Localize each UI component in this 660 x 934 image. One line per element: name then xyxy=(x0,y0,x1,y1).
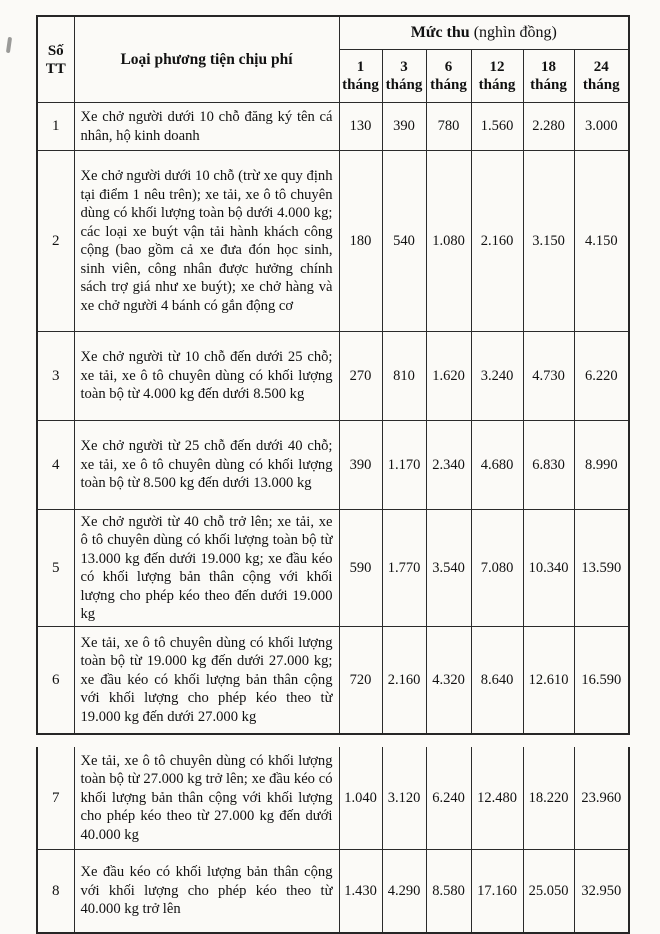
scan-artifact xyxy=(6,37,12,53)
fee-value: 32.950 xyxy=(574,850,629,934)
fee-value: 1.430 xyxy=(339,850,382,934)
fee-value: 6.830 xyxy=(523,421,574,510)
table-row xyxy=(37,332,629,421)
period-unit: tháng xyxy=(385,77,423,93)
vehicle-description: Xe chở người dưới 10 chỗ đăng ký tên cá nhân, hộ kinh doanh xyxy=(74,103,339,151)
vehicle-description: Xe chở người dưới 10 chỗ (trừ xe quy định tại điểm 1 nêu trên); xe tải, xe ô tô chuyên dùng có khối lượng toàn bộ dưới 4.000 kg; các loại xe buýt vận tải hành khách công cộng (bao gồm cả xe đưa đón học sinh, sinh viên, công nhân được hưởng chính sách trợ giá như xe buýt); xe chở hàng và xe chở người 4 bánh có gắn động cơ xyxy=(74,151,339,332)
table-row xyxy=(37,510,629,627)
period-number: 18 xyxy=(541,59,556,75)
fee-value: 3.150 xyxy=(523,151,574,332)
table-row xyxy=(37,421,629,510)
fee-value: 8.990 xyxy=(574,421,629,510)
header-period-24 xyxy=(574,50,629,103)
fee-value: 6.240 xyxy=(426,747,471,850)
scanned-document-page xyxy=(0,15,660,918)
fee-value: 780 xyxy=(426,103,471,151)
vehicle-description: Xe đầu kéo có khối lượng bản thân cộng với khối lượng cho phép kéo theo từ 40.000 kg trở lên xyxy=(74,850,339,934)
fee-value: 270 xyxy=(339,332,382,421)
period-number: 6 xyxy=(444,59,453,75)
fee-value: 12.610 xyxy=(523,627,574,735)
fee-value: 2.340 xyxy=(426,421,471,510)
table-row xyxy=(37,627,629,735)
period-number: 1 xyxy=(356,59,365,75)
period-unit: tháng xyxy=(342,77,379,93)
fee-value: 1.080 xyxy=(426,151,471,332)
header-period-12 xyxy=(471,50,523,103)
fee-value: 4.680 xyxy=(471,421,523,510)
fee-value: 130 xyxy=(339,103,382,151)
row-number: 1 xyxy=(37,103,74,151)
vehicle-description: Xe tải, xe ô tô chuyên dùng có khối lượng toàn bộ từ 19.000 kg đến dưới 27.000 kg; xe đầu kéo có khối lượng bản thân cộng với khối lượng cho phép kéo theo từ 19.000 kg đến dưới 27.000 kg xyxy=(74,627,339,735)
fee-value: 3.540 xyxy=(426,510,471,627)
fee-value: 17.160 xyxy=(471,850,523,934)
fee-value: 540 xyxy=(382,151,426,332)
fee-value: 810 xyxy=(382,332,426,421)
fee-value: 3.120 xyxy=(382,747,426,850)
period-unit: tháng xyxy=(430,77,467,93)
fee-value: 2.160 xyxy=(382,627,426,735)
fee-value: 2.280 xyxy=(523,103,574,151)
period-number: 3 xyxy=(400,59,408,75)
fee-value: 6.220 xyxy=(574,332,629,421)
header-period-1 xyxy=(339,50,382,103)
vehicle-description: Xe chở người từ 25 chỗ đến dưới 40 chỗ; xe tải, xe ô tô chuyên dùng có khối lượng toàn bộ từ 8.500 kg đến dưới 13.000 kg xyxy=(74,421,339,510)
fee-value: 16.590 xyxy=(574,627,629,735)
period-unit: tháng xyxy=(582,77,620,93)
fee-value: 390 xyxy=(382,103,426,151)
vehicle-description: Xe chở người từ 10 chỗ đến dưới 25 chỗ; xe tải, xe ô tô chuyên dùng có khối lượng toàn bộ từ 4.000 kg đến dưới 8.500 kg xyxy=(74,332,339,421)
header-fee-group xyxy=(339,16,629,50)
fee-value: 18.220 xyxy=(523,747,574,850)
fee-value: 390 xyxy=(339,421,382,510)
fee-value: 4.730 xyxy=(523,332,574,421)
fee-value: 10.340 xyxy=(523,510,574,627)
vehicle-description: Xe chở người từ 40 chỗ trở lên; xe tải, xe ô tô chuyên dùng có khối lượng toàn bộ từ 13.000 kg đến dưới 19.000 kg; xe đầu kéo có khối lượng bản thân cộng với khối lượng cho phép kéo theo đến dưới 19.000 kg xyxy=(74,510,339,627)
row-number: 5 xyxy=(37,510,74,627)
row-number: 4 xyxy=(37,421,74,510)
header-row-group xyxy=(37,16,629,50)
fee-value: 1.770 xyxy=(382,510,426,627)
fee-value: 3.000 xyxy=(574,103,629,151)
table-row xyxy=(37,747,629,850)
vehicle-description: Xe tải, xe ô tô chuyên dùng có khối lượng toàn bộ từ 27.000 kg trở lên; xe đầu kéo có khối lượng bản thân cộng với khối lượng cho phép kéo theo từ 27.000 kg đến dưới 40.000 kg xyxy=(74,747,339,850)
fee-value: 720 xyxy=(339,627,382,735)
fee-value: 25.050 xyxy=(523,850,574,934)
period-unit: tháng xyxy=(530,77,567,93)
header-period-18 xyxy=(523,50,574,103)
header-period-3 xyxy=(382,50,426,103)
fee-value: 1.170 xyxy=(382,421,426,510)
row-number: 2 xyxy=(37,151,74,332)
row-number: 6 xyxy=(37,627,74,735)
fee-group-title: Mức thu xyxy=(410,24,470,41)
header-stt: Số TT xyxy=(37,16,74,103)
table-row xyxy=(37,850,629,934)
row-number: 7 xyxy=(37,747,74,850)
fee-value: 4.150 xyxy=(574,151,629,332)
fee-value: 1.620 xyxy=(426,332,471,421)
fee-value: 180 xyxy=(339,151,382,332)
row-number: 3 xyxy=(37,332,74,421)
period-unit: tháng xyxy=(478,77,516,93)
fee-value: 4.290 xyxy=(382,850,426,934)
fee-value: 8.640 xyxy=(471,627,523,735)
fee-value: 23.960 xyxy=(574,747,629,850)
fee-value: 13.590 xyxy=(574,510,629,627)
fee-value: 12.480 xyxy=(471,747,523,850)
fee-value: 4.320 xyxy=(426,627,471,735)
header-vehicle-type: Loại phương tiện chịu phí xyxy=(74,16,339,103)
fee-group-unit: (nghìn đồng) xyxy=(473,24,557,41)
fee-value: 3.240 xyxy=(471,332,523,421)
fee-table-part-1 xyxy=(36,15,630,735)
fee-value: 7.080 xyxy=(471,510,523,627)
fee-value: 8.580 xyxy=(426,850,471,934)
fee-value: 590 xyxy=(339,510,382,627)
fee-table-part-2 xyxy=(36,747,630,934)
fee-value: 2.160 xyxy=(471,151,523,332)
row-number: 8 xyxy=(37,850,74,934)
table-row xyxy=(37,151,629,332)
period-number: 24 xyxy=(593,59,609,75)
period-number: 12 xyxy=(489,59,505,75)
fee-value: 1.040 xyxy=(339,747,382,850)
table-row xyxy=(37,103,629,151)
header-period-6 xyxy=(426,50,471,103)
fee-value: 1.560 xyxy=(471,103,523,151)
